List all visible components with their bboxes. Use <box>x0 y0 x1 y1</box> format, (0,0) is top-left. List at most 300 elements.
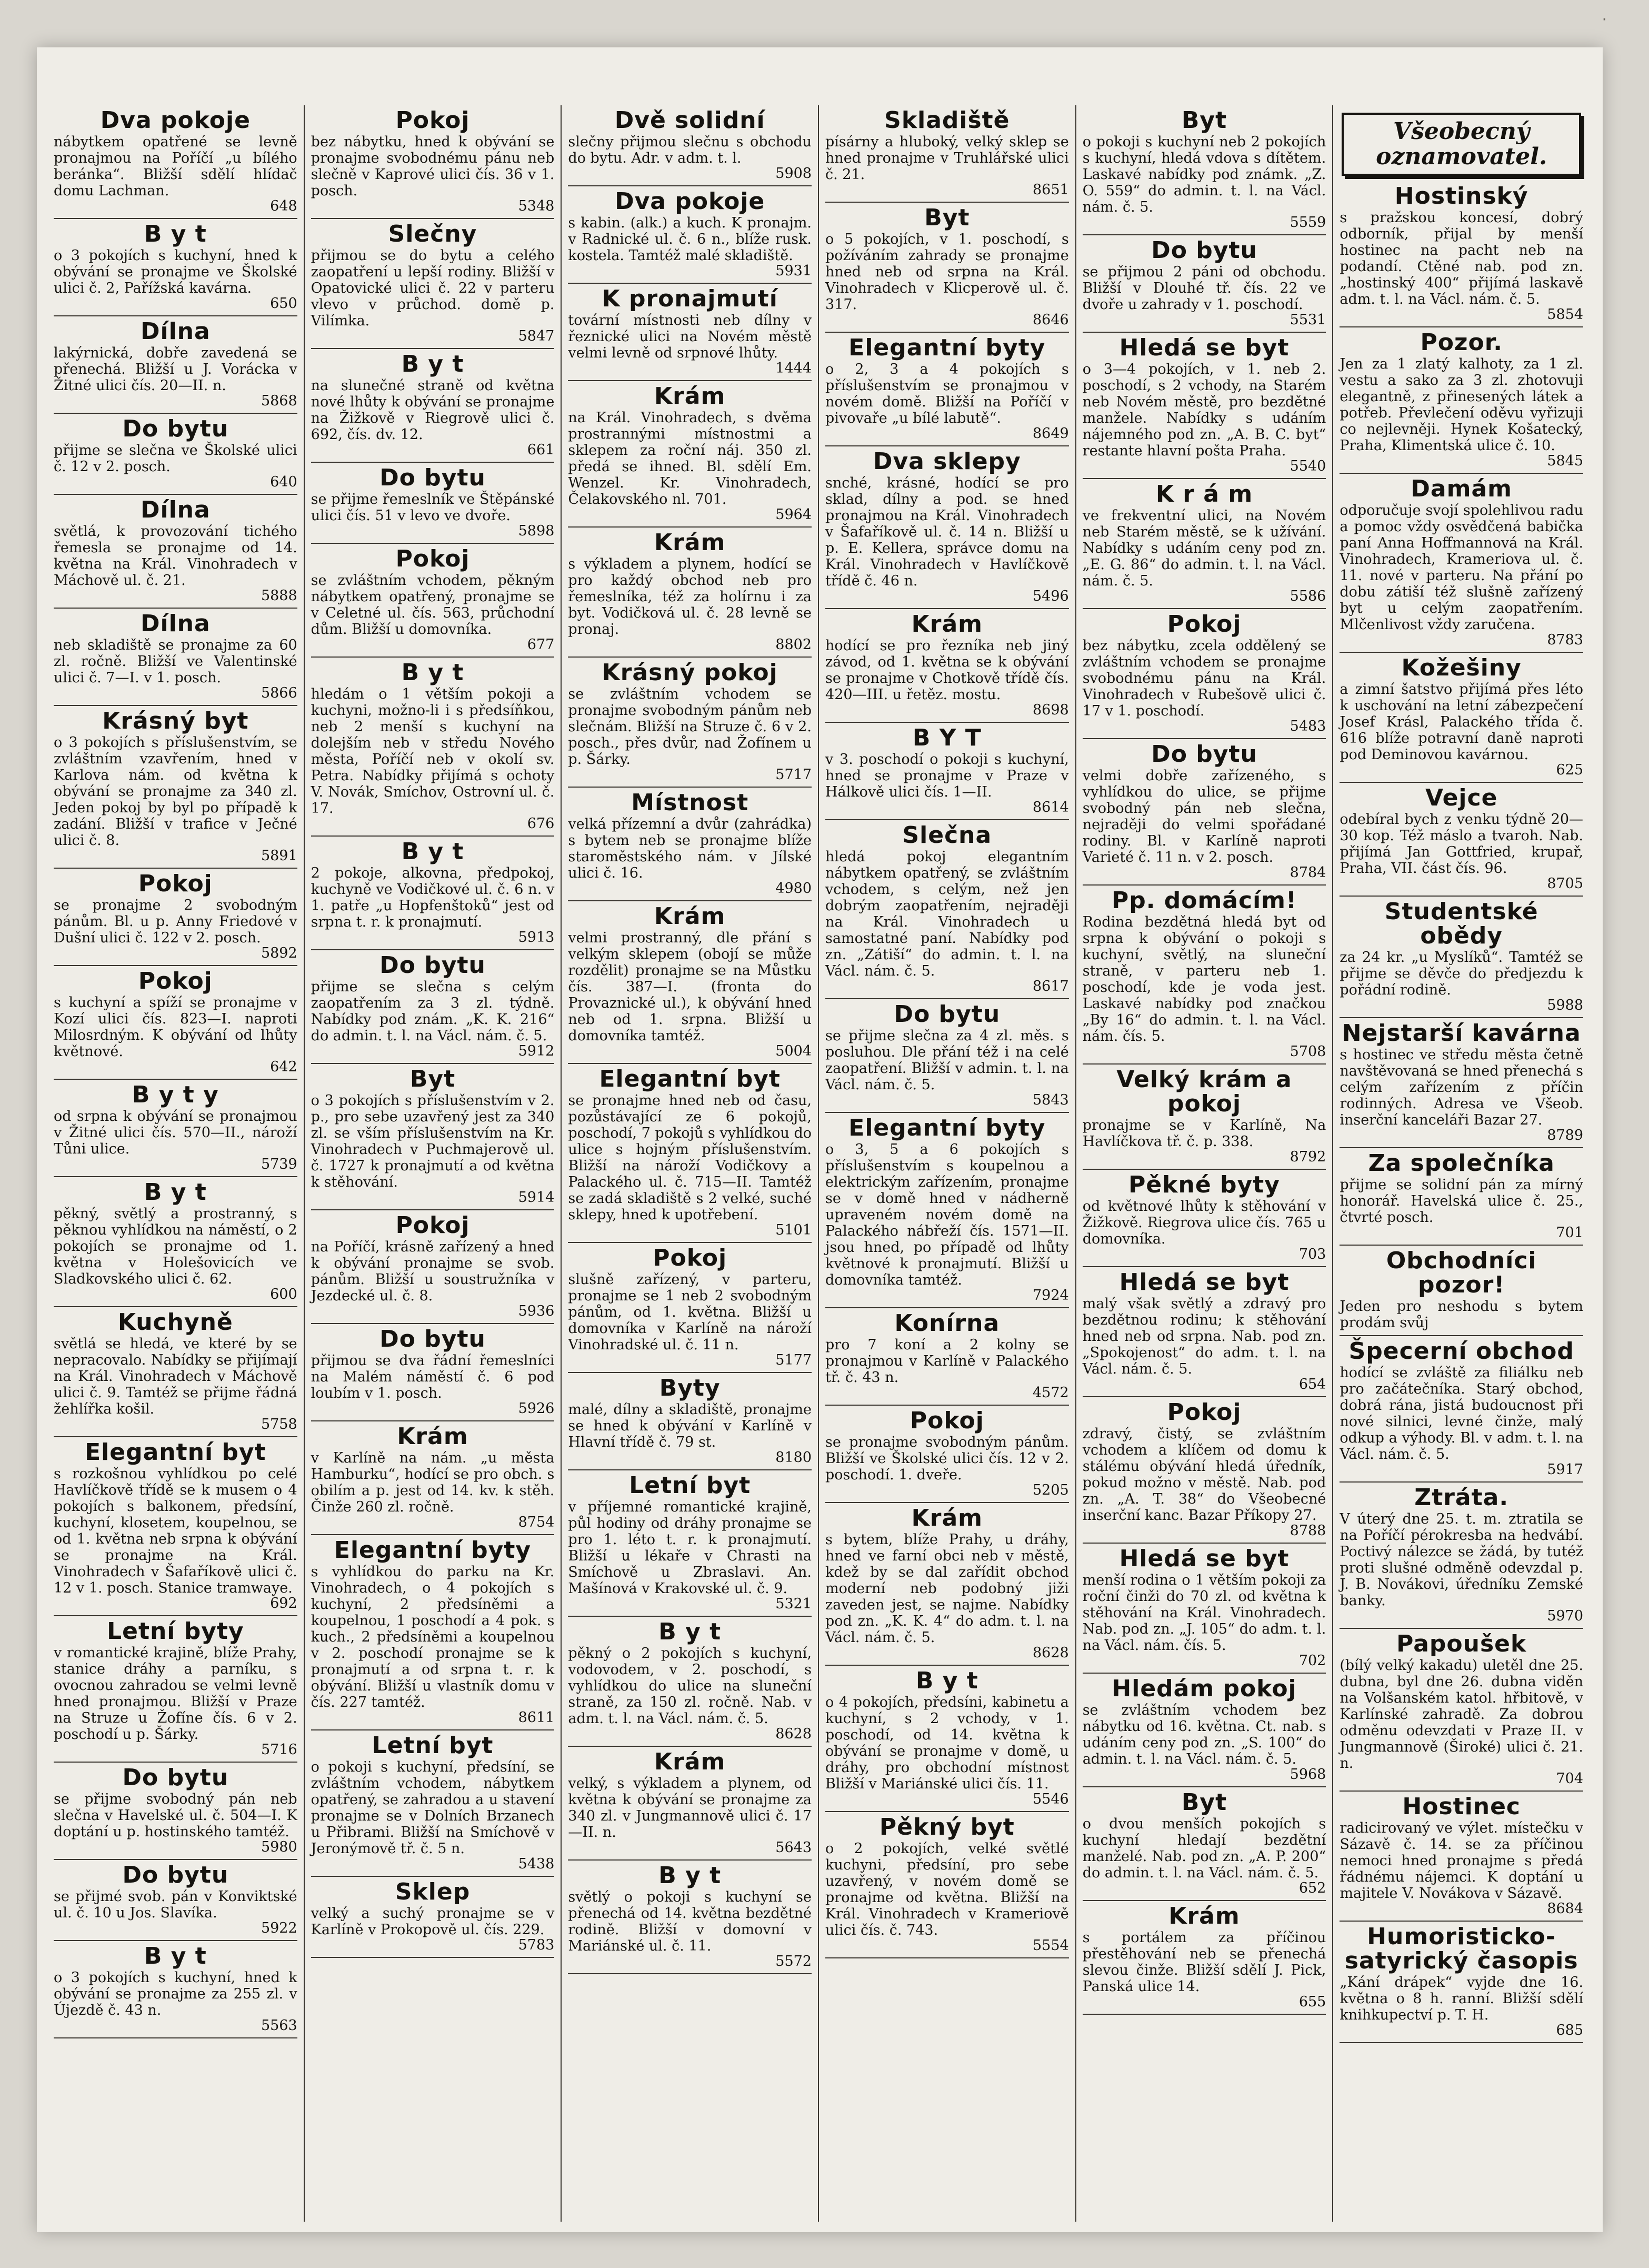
ad-text: Jen za 1 zlatý kalhoty, za 1 zl. vestu a sako za 3 zl. zhotovuji elegantně, z přinesených látek a potřeb. Převlečení oděvu vyřizuji co nejlevněji. Hynek Košatecký, Praha, Klimentská ulice č. 10. <box>1340 356 1584 454</box>
classified-ad <box>1083 235 1326 333</box>
ad-title: Do bytu <box>1151 237 1257 264</box>
ad-number: 8783 <box>1547 632 1584 648</box>
ad-title: Ztráta. <box>1414 1484 1509 1511</box>
classified-ad <box>311 837 555 950</box>
classified-ad <box>54 1763 297 1860</box>
classifieds-columns <box>47 105 1590 2222</box>
ad-number: 5914 <box>518 1189 555 1206</box>
ad-number: 661 <box>527 442 555 458</box>
ad-title: Pokoj <box>395 1212 470 1239</box>
classified-ad <box>54 1437 297 1616</box>
ad-title: Obchodníci pozor! <box>1386 1247 1537 1298</box>
ad-text: s bytem, blíže Prahy, u dráhy, hned ve farní obci neb v městě, kdež by se dal zařídit obchod moderní neb podobný jiži zaveden jest, se najme. Nabídky pod zn. „K. K. 4“ do adm. t. l. na Václ. nám. č. 5. <box>825 1531 1069 1646</box>
column-5 <box>1076 105 1334 2222</box>
ad-text: písárny a hluboký, velký sklep se hned pronajme v Truhlářské ulici č. 21. <box>825 134 1069 183</box>
ad-text: přijme se slečna s celým zaopatřením za 3 zl. týdně. Nabídky pod znám. „K. K. 216“ do admin. t. l. na Václ. nám. č. 5. <box>311 979 555 1044</box>
column-2 <box>305 105 562 2222</box>
classified-ad <box>825 1666 1069 1812</box>
ad-number: 5559 <box>1290 214 1326 231</box>
ad-title: Letní byt <box>372 1732 494 1759</box>
ad-number: 692 <box>270 1595 297 1612</box>
classified-ad <box>311 1210 555 1324</box>
ad-text: se přijme svobodný pán neb slečna v Havelské ul. č. 504—I. K doptání u p. hostinského tamtéž. <box>54 1791 297 1840</box>
ad-text: neb skladiště se pronajme za 60 zl. ročně. Bližší ve Valentinské ulici č. 7—I. v 1. posch. <box>54 637 297 686</box>
classified-ad <box>54 495 297 609</box>
ad-text: světlá, k provozování tichého řemesla se pronajme od 14. května na Král. Vinohradech v Máchově ul. č. 21. <box>54 523 297 589</box>
ad-number: 5922 <box>261 1920 297 1936</box>
classified-ad <box>1340 897 1583 1018</box>
ad-text: Jeden pro neshodu s bytem prodám svůj <box>1340 1298 1584 1331</box>
ad-title: Pokoj <box>395 107 470 134</box>
classified-ad <box>825 1812 1069 1958</box>
ad-title: Damám <box>1411 475 1512 502</box>
ad-number: 5917 <box>1547 1461 1584 1478</box>
ad-number: 5968 <box>1290 1766 1326 1783</box>
ad-text: se přijmou 2 páni od obchodu. Bližší v Dlouhé tř. čís. 22 ve dvoře u zahrady v 1. poschodí. <box>1082 264 1326 313</box>
ad-text: přijmou se do bytu a celého zaopatření u lepší rodiny. Bližší v Opatovické ulici č. 22 v parteru vlevo v průchod. domě p. Vilímka. <box>311 247 555 329</box>
ad-title: Za společníka <box>1368 1150 1555 1177</box>
ad-text: od srpna k obývání se pronajmou v Žitné ulici čís. 570—II., nároží Tůni ulice. <box>54 1108 297 1157</box>
ad-title: Skladiště <box>884 107 1010 134</box>
classified-ad <box>54 1177 297 1307</box>
ad-number: 8611 <box>518 1709 555 1726</box>
classified-ad <box>1083 1787 1326 1901</box>
classified-ad <box>54 1616 297 1763</box>
ad-title: Pokoj <box>1167 1399 1242 1426</box>
ad-title: Hledá se byt <box>1119 1545 1290 1572</box>
ad-number: 5348 <box>518 198 555 214</box>
general-advertiser-header: Všeobecný oznamovatel. <box>1342 113 1581 176</box>
ad-title: B y t <box>915 1667 978 1694</box>
ad-text: snché, krásné, hodící se pro sklad, dílny a pod. se hned pronajmou na Král. Vinohradech v Šafaříkově ul. č. 14 n. Bližší u p. E. Kellera, správce domu na Král. Vinohradech v Havlíčkově třídě č. 46 n. <box>825 475 1069 589</box>
ad-number: 8684 <box>1547 1901 1584 1917</box>
column-6 <box>1333 105 1590 2222</box>
classified-ad <box>311 349 555 463</box>
ad-text: slušně zařízený, v parteru, pronajme se 1 neb 2 svobodným pánům, od 1. května. Bližší u domovníka v Karlíně na nároží Vinohradské ul. č. 11 n. <box>568 1271 812 1353</box>
ad-number: 5438 <box>518 1856 555 1872</box>
ad-number: 5854 <box>1547 306 1584 323</box>
ad-number: 8789 <box>1547 1127 1584 1143</box>
ad-title: Pěkný byt <box>879 1814 1015 1841</box>
classified-ad <box>1083 1674 1326 1787</box>
ad-number: 5643 <box>775 1839 812 1856</box>
ad-title: Letní byty <box>107 1618 244 1645</box>
ad-title: Do bytu <box>379 464 486 491</box>
ad-number: 8705 <box>1547 876 1584 892</box>
ad-title: B y t y <box>132 1081 219 1108</box>
ad-title: Elegantní byty <box>334 1537 532 1564</box>
ad-text: se pronajme svobodným pánům. Bližší ve Školské ulici čís. 12 v 2. poschodí. 1. dveře. <box>825 1434 1069 1483</box>
ad-number: 8651 <box>1032 182 1069 198</box>
ad-title: Kožešiny <box>1401 654 1522 681</box>
ad-text: se přijme slečna za 4 zl. měs. s posluhou. Dle přání též i na celé zaopatření. Bližší v admin. t. l. na Václ. nám. č. 5. <box>825 1028 1069 1093</box>
ad-title: Krám <box>911 611 983 638</box>
ad-number: 5496 <box>1032 588 1069 604</box>
ad-title: Krám <box>1168 1903 1240 1929</box>
ad-title: Slečny <box>388 221 477 247</box>
ad-number: 5739 <box>261 1156 297 1172</box>
ad-number: 5483 <box>1290 718 1326 734</box>
ad-number: 5321 <box>775 1596 812 1612</box>
classified-ad <box>825 446 1069 609</box>
ad-title: Pokoj <box>138 968 213 994</box>
ad-text: malé, dílny a skladiště, pronajme se hned k obývání v Karlíně v Hlavní třídě č. 79 st. <box>568 1401 812 1450</box>
ad-title: Do bytu <box>894 1001 1001 1028</box>
ad-text: velký, s výkladem a plynem, od května k obývání se pronajme za 340 zl. v Jungmannově ulici č. 17—II. n. <box>568 1775 812 1841</box>
classified-ad <box>568 788 812 901</box>
ad-text: velká přízemní a dvůr (zahrádka) s bytem neb se pronajme blíže staroměstského nám. v Jílské ulici č. 16. <box>568 816 812 881</box>
ad-text: o 3 pokojích s příslušenstvím, se zvláštním vzavřením, hned v Karlova nám. od května k obývání se pronajme za 340 zl. Jeden pokoj by byl po případě k zadání. Bližší v trafice v Ječné ulici č. 8. <box>54 734 297 849</box>
ad-number: 5716 <box>261 1742 297 1758</box>
page-mark: · <box>1602 11 1607 29</box>
ad-title: B y t <box>144 1943 207 1969</box>
ad-title: Elegantní byt <box>85 1439 266 1466</box>
ad-title: Elegantní byty <box>848 334 1046 361</box>
ad-text: v 3. poschodí o pokoji s kuchyní, hned se pronajme v Praze v Hálkově ulici čís. 1—II. <box>825 751 1069 800</box>
classified-ad <box>1083 739 1326 886</box>
column-4 <box>819 105 1076 2222</box>
ad-title: Hostinský <box>1394 183 1528 210</box>
ad-title: Byt <box>1181 107 1227 134</box>
ad-title: Dílna <box>140 318 211 345</box>
ad-text: velký a suchý pronajme se v Karlíně v Prokopově ul. čís. 229. <box>311 1905 555 1938</box>
ad-text: o 3 pokojích s kuchyní, hned k obývání se pronajme ve Školské ulici č. 2, Pařížská kavárna. <box>54 247 297 296</box>
ad-title: Hledá se byt <box>1119 1269 1290 1296</box>
ad-title: B Y T <box>912 724 982 751</box>
ad-number: 7924 <box>1032 1287 1069 1304</box>
classified-ad <box>568 1861 812 1974</box>
ad-text: o 3, 5 a 6 pokojích s příslušenstvím s koupelnou a elektrickým zařízením, pronajme se v domě hned v nádherně upraveném novém domě na Palackého nábřeží čís. 1571—II. jsou hned, po případě od lhůty květnové k pronajmutí. Bližší u domovníka tamtéž. <box>825 1141 1069 1288</box>
ad-number: 5531 <box>1290 312 1326 328</box>
ad-title: Pozor. <box>1420 329 1503 356</box>
ad-title: Kuchyně <box>117 1309 233 1336</box>
ad-title: Sklep <box>395 1878 471 1905</box>
ad-number: 676 <box>527 815 555 832</box>
ad-text: o 2, 3 a 4 pokojích s příslušenstvím se pronajmou v novém domě. Bližší na Poříčí v pivovaře „u bílé labutě“. <box>825 361 1069 426</box>
ad-number: 5988 <box>1547 997 1584 1013</box>
ad-text: velmi dobře zařízeného, s vyhlídkou do ulice, se přijme svobodný pán neb slečna, nejraději do velmi spořádané rodiny. Bl. v Karlíně naproti Varieté č. 11 n. v 2. posch. <box>1082 768 1326 866</box>
ad-text: odporučuje svojí spolehlivou radu a pomoc vždy osvědčená babička paní Anna Hoffmannová na Král. Vinohradech, Krameriova ul. č. 11. nové v parteru. Na přání po dobu zátiší též slušně zařízený byt u celým zaopatřením. Mlčenlivost vždy zaručena. <box>1340 502 1584 633</box>
ad-number: 5758 <box>261 1416 297 1433</box>
ad-title: B y t <box>144 1179 207 1206</box>
ad-title: Dílna <box>140 496 211 523</box>
ad-text: se přijme řemeslník ve Štěpánské ulici čís. 51 v levo ve dvoře. <box>311 491 555 524</box>
ad-number: 654 <box>1298 1376 1326 1392</box>
classified-ad <box>54 706 297 869</box>
ad-number: 5563 <box>261 2017 297 2034</box>
ad-number: 8792 <box>1290 1149 1326 1165</box>
ad-number: 8646 <box>1032 312 1069 328</box>
ad-number: 677 <box>527 636 555 653</box>
ad-text: (bílý velký kakadu) uletěl dne 25. dubna, byl dne 26. dubna viděn na Volšanském katol. hřbitově, v Karlínské zahradě. Za dobrou odměnu odevzdati v Praze II. v Jungmannově (Široké) ulici č. 21. n. <box>1340 1657 1584 1772</box>
ad-number: 8614 <box>1032 799 1069 815</box>
ad-title: Studentské obědy <box>1384 898 1538 949</box>
ad-text: zdravý, čistý, se zvláštním vchodem a klíčem od domu k stálému obývání hledá úředník, pokud možno v městě. Nab. pod zn. „A. T. 38“ do Všeobecné inserční kanc. Bazar Příkopy 27. <box>1082 1426 1326 1524</box>
classified-ad <box>1083 105 1326 235</box>
classified-ad <box>825 1503 1069 1666</box>
ad-text: pronajme se v Karlíně, Na Havlíčkova tř. č. p. 338. <box>1082 1117 1326 1150</box>
ad-title: Letní byt <box>629 1472 751 1499</box>
ad-number: 5843 <box>1032 1092 1069 1108</box>
classified-ad <box>54 219 297 316</box>
classified-ad <box>54 1080 297 1177</box>
ad-text: hodící se zvláště za filiálku neb pro začátečníka. Starý obchod, dobrá rána, jistá budoucnost při nové silnici, levné činže, malý odkup a výhody. Bl. v adm. t. l. na Václ. nám. č. 5. <box>1340 1365 1584 1463</box>
ad-text: s kabin. (alk.) a kuch. K pronajm. v Radnické ul. č. 6 n., blíže rusk. kostela. Tamtéž malé skladiště. <box>568 215 812 264</box>
ad-text: o dvou menších pokojích s kuchyní hledají bezdětní manželé. Nab. pod zn. „A. P. 200“ do admin. t. l. na Václ. nám. č. 5. <box>1082 1816 1326 1881</box>
ad-title: Vejce <box>1425 784 1498 811</box>
ad-text: s portálem za příčinou přestěhování neb se přenechá slevou činže. Bližší sdělí J. Pick, Panská ulice 14. <box>1082 1929 1326 1995</box>
ad-number: 5586 <box>1290 588 1326 604</box>
ad-number: 5980 <box>261 1839 297 1855</box>
ad-number: 8628 <box>775 1726 812 1742</box>
ad-title: Pokoj <box>910 1407 984 1434</box>
classified-ad <box>1083 609 1326 739</box>
classified-ad <box>825 1113 1069 1308</box>
classified-ad <box>54 869 297 966</box>
ad-title: Do bytu <box>122 1764 229 1791</box>
ad-text: velmi prostranný, dle přání s velkým sklepem (obojí se může rozdělit) pronajme se na Můstku čís. 387—I. (fronta do Provaznické ul.), k obývání hned neb od 1. srpna. Bližší u domovníka tamtéž. <box>568 930 812 1044</box>
ad-number: 4980 <box>775 880 812 897</box>
ad-number: 685 <box>1556 2022 1584 2038</box>
ad-title: Do bytu <box>1151 741 1257 768</box>
ad-number: 640 <box>270 474 297 490</box>
ad-number: 5888 <box>261 588 297 604</box>
classified-ad <box>1340 1483 1583 1629</box>
classified-ad <box>311 219 555 349</box>
classified-ad <box>568 1617 812 1747</box>
ad-number: 5004 <box>775 1043 812 1059</box>
classified-ad <box>54 1307 297 1437</box>
classified-ad <box>1340 653 1583 783</box>
ad-text: v romantické krajině, blíže Prahy, stanice dráhy a parníku, s ovocnou zahradou se velmi levně hned pronajmou. Bližší v Praze na Struze u Žofíne čís. 6 v 2. poschodí u p. Šárky. <box>54 1645 297 1743</box>
classified-ad <box>1340 1336 1583 1483</box>
column-3 <box>562 105 819 2222</box>
ad-title: Krám <box>654 383 726 410</box>
classified-ad <box>568 901 812 1064</box>
ad-title: Dva pokoje <box>615 188 765 215</box>
ad-text: světlý o pokoji s kuchyní se přenechá od 14. května bezdětné rodině. Bližší v domovní v Mariánské ul. č. 11. <box>568 1889 812 1954</box>
ad-text: pěkný, světlý a prostranný, s pěknou vyhlídkou na náměstí, o 2 pokojích se pronajme od 1. května v Holešovicích ve Sladkovského ulici č. 62. <box>54 1206 297 1287</box>
ad-number: 648 <box>270 198 297 214</box>
ad-title: Pokoj <box>653 1245 727 1271</box>
classified-ad <box>1340 1018 1583 1148</box>
ad-number: 4572 <box>1032 1385 1069 1401</box>
ad-text: slečny přijmou slečnu s obchodu do bytu. Adr. v adm. t. l. <box>568 134 812 166</box>
ad-text: od květnové lhůty k stěhování v Žižkově. Riegrova ulice čís. 765 u domovníka. <box>1082 1198 1326 1247</box>
ad-title: K pronajmutí <box>602 285 778 312</box>
ad-text: nábytkem opatřené se levně pronajmou na Poříčí „u bílého beránka“. Bližší sdělí hlídač domu Lachman. <box>54 134 297 199</box>
ad-text: se zvláštním vchodem bez nábytku od 16. května. Ct. nab. s udáním ceny pod zn. „S. 100“ do admin. t. l. na Václ. nám. č. 5. <box>1082 1702 1326 1767</box>
classified-ad <box>1083 1397 1326 1544</box>
ad-text: bez nábytku, zcela oddělený se zvláštním vchodem se pronajme svobodnému pánu na Král. Vinohradech v Rubešově ulici č. 17 v 1. poschodí. <box>1082 638 1326 719</box>
classified-ad <box>1083 1544 1326 1674</box>
ad-number: 702 <box>1298 1653 1326 1669</box>
classified-ad <box>311 950 555 1064</box>
ad-title: Byt <box>409 1066 456 1092</box>
ad-number: 8180 <box>775 1449 812 1466</box>
ad-text: na slunečné straně od května nové lhůty k obývání se pronajme na Žižkově v Riegrově ulici č. 692, čís. dv. 12. <box>311 377 555 443</box>
classified-ad <box>825 1406 1069 1503</box>
ad-text: o pokoji s kuchyní neb 2 pokojích s kuchyní, hledá vdova s dítětem. Laskavé nabídky pod známk. „Z. O. 559“ do admin. t. l. na Václ. nám. č. 5. <box>1082 134 1326 215</box>
ad-title: Do bytu <box>379 1326 486 1352</box>
ad-text: pěkný o 2 pokojích s kuchyní, vodovodem, v 2. poschodí, s vyhlídkou do ulice na sluneční straně, za 150 zl. ročně. Nab. v adm. t. l. na Václ. nám. č. 5. <box>568 1645 812 1727</box>
ad-number: 5708 <box>1290 1043 1326 1060</box>
ad-text: „Kání drápek“ vyjde dne 16. května o 8 h. ranní. Bližší sdělí knihkupectví p. T. H. <box>1340 1974 1584 2023</box>
ad-number: 5908 <box>775 165 812 182</box>
ad-title: Hledá se byt <box>1119 334 1290 361</box>
ad-title: Byt <box>924 204 970 231</box>
classified-ad <box>1340 474 1583 653</box>
ad-number: 5205 <box>1032 1482 1069 1498</box>
ad-number: 704 <box>1556 1770 1584 1787</box>
ad-number: 5891 <box>261 848 297 864</box>
ad-text: tovární místnosti neb dílny v řeznické ulici na Novém městě velmi levně od srpnové lhůty. <box>568 312 812 361</box>
ad-number: 600 <box>270 1286 297 1302</box>
ad-number: 625 <box>1556 762 1584 778</box>
ad-number: 5912 <box>518 1043 555 1059</box>
ad-title: Hostinec <box>1402 1793 1521 1820</box>
classified-ad <box>825 203 1069 333</box>
ad-number: 5717 <box>775 767 812 783</box>
ad-number: 5931 <box>775 263 812 279</box>
ad-number: 8784 <box>1290 864 1326 881</box>
ad-text: světlá se hledá, ve které by se nepracovalo. Nabídky se přijímají na Král. Vinohradech v Máchově ulici č. 9. Tamtéž se přijme řádná žehlířka košil. <box>54 1336 297 1417</box>
ad-number: 8788 <box>1290 1523 1326 1539</box>
classified-ad <box>54 414 297 495</box>
ad-number: 5892 <box>261 945 297 961</box>
classified-ad <box>311 1535 555 1730</box>
classified-ad <box>54 966 297 1080</box>
ad-text: na Poříčí, krásně zařízený a hned k obývání pronajme se svob. pánům. Bližší u soustružníka v Jezdecké ul. č. 8. <box>311 1239 555 1304</box>
classified-ad <box>825 105 1069 203</box>
classified-ad <box>568 105 812 186</box>
classified-ad <box>311 1877 555 1958</box>
ad-number: 8802 <box>775 636 812 653</box>
ad-text: menší rodina o 1 větším pokoji za roční činži do 70 zl. od května k stěhování na Král. Vinohradech. Nab. pod zn. „J. 105“ do adm. t. l. na Václ. nám. čís. 5. <box>1082 1572 1326 1654</box>
ad-number: 5783 <box>518 1937 555 1953</box>
classified-ad <box>1340 327 1583 474</box>
column-1 <box>47 105 305 2222</box>
ad-title: Papoušek <box>1396 1630 1527 1657</box>
ad-text: s výkladem a plynem, hodící se pro každý obchod neb pro řemeslníka, též za holírnu i za byt. Vodičková ul. č. 28 levně se pronaj. <box>568 556 812 638</box>
ad-text: ve frekventní ulici, na Novém neb Starém městě, se k užívání. Nabídky s udáním ceny pod zn. „E. G. 86“ do admin. t. l. na Václ. nám. č. 5. <box>1082 508 1326 589</box>
classified-ad <box>568 284 812 381</box>
ad-number: 5936 <box>518 1303 555 1319</box>
ad-text: se pronajme hned neb od času, pozůstávající ze 6 pokojů, poschodí, 7 pokojů s vyhlídkou do ulice s hojným příslušenstvím. Bližší na nároží Vodičkovy a Palackého ul. č. 715—II. Tamtéž se zadá skladiště s 2 velké, suché sklepy, hned k upotřebení. <box>568 1092 812 1223</box>
classified-ad <box>1340 181 1583 327</box>
ad-title: Do bytu <box>122 1862 229 1888</box>
classified-ad <box>311 1324 555 1421</box>
classified-ad <box>311 463 555 544</box>
ad-number: 5101 <box>775 1222 812 1238</box>
ad-text: 2 pokoje, alkovna, předpokoj, kuchyně ve Vodičkové ul. č. 6 n. v 1. patře „u Hopfenštoků“ jest od srpna t. r. k pronajmutí. <box>311 865 555 930</box>
classified-ad <box>568 1747 812 1861</box>
classified-ad <box>1340 1629 1583 1792</box>
ad-title: Dílna <box>140 610 211 637</box>
ad-text: s kuchyní a spíží se pronajme v Kozí ulici čís. 823—I. naproti Milosrdným. K obývání od lhůty květnové. <box>54 994 297 1060</box>
ad-text: se zvláštním vchodem, pěkným nábytkem opatřený, pronajme se v Celetné ul. čís. 563, průchodní dům. Bližší u domovníka. <box>311 572 555 638</box>
ad-text: přijmou se dva řádní řemeslníci na Malém náměstí č. 6 pod loubím v 1. posch. <box>311 1352 555 1401</box>
classified-ad <box>1083 333 1326 479</box>
ad-title: Dva pokoje <box>100 107 251 134</box>
ad-title: Pěkné byty <box>1128 1171 1280 1198</box>
ad-text: lakýrnická, dobře zavedená se přenechá. Bližší u J. Vorácka v Žitné ulici čís. 20—II. n. <box>54 345 297 394</box>
classified-ad <box>1340 1922 1583 2043</box>
classified-ad <box>54 1941 297 2038</box>
classified-ad <box>1340 783 1583 897</box>
ad-text: hledá pokoj elegantním nábytkem opatřený, se zvláštním vchodem, s celým, než jen dobrým zaopatřením, nejraději na Král. Vinohradech u samostatné paní. Nabídky pod zn. „Zátiší“ do admin. t. l. na Václ. nám. č. 5. <box>825 849 1069 979</box>
classified-ad <box>568 381 812 528</box>
classified-ad <box>54 1860 297 1941</box>
ad-number: 5913 <box>518 929 555 946</box>
ad-title: Velký krám a pokoj <box>1116 1066 1292 1117</box>
ad-text: s vyhlídkou do parku na Kr. Vinohradech, o 4 pokojích s kuchyní, 2 předsíněmi a koupelnou, 1 poschodí a 4 pok. s kuch., 2 předsíněmi a koupelnou v 2. poschodí pronajme se k pronajmutí a od srpna t. r. k obývání. Bližší u vlastník domu v čís. 227 tamtéž. <box>311 1564 555 1710</box>
classified-ad <box>311 105 555 219</box>
classified-ad <box>1083 1901 1326 2015</box>
ad-title: Do bytu <box>122 415 229 442</box>
ad-number: 5572 <box>775 1953 812 1969</box>
ad-text: Rodina bezdětná hledá byt od srpna k obývání o pokoji s kuchyní, světlý, na sluneční straně, v parteru neb 1. poschodí, kde je voda jest. Laskavé nabídky pod značkou „By 16“ do admin. t. l. na Václ. nám. čís. 5. <box>1082 914 1326 1045</box>
classified-ad <box>568 528 812 658</box>
ad-title: Pokoj <box>138 870 213 897</box>
ad-number: 5554 <box>1032 1937 1069 1954</box>
ad-title: Pokoj <box>395 545 470 572</box>
ad-title: Nejstarší kavárna <box>1342 1020 1581 1047</box>
ad-title: Elegantní byt <box>599 1066 781 1092</box>
classified-ad <box>54 105 297 219</box>
classified-ad <box>1340 1246 1583 1336</box>
ad-title: Místnost <box>631 789 749 816</box>
ad-text: pro 7 koní a 2 kolny se pronajmou v Karlíně v Palackého tř. č. 43 n. <box>825 1337 1069 1386</box>
classified-ad <box>54 316 297 414</box>
ad-number: 642 <box>270 1059 297 1075</box>
ad-title: Konírna <box>894 1310 1000 1337</box>
classified-ad <box>825 1308 1069 1406</box>
ad-text: o 3—4 pokojích, v 1. neb 2. poschodí, s 2 vchody, na Starém neb Novém městě, pro bezdětné manžele. Nabídky s udáním nájemného pod zn. „A. B. C. byt“ restante hlavní pošta Praha. <box>1082 361 1326 459</box>
ad-text: odebíral bych z venku týdně 20—30 kop. Též máslo a tvaroh. Nab. přijímá Jan Gottfried, krupař, Praha, VII. část čís. 96. <box>1340 811 1584 877</box>
classified-ad <box>1083 1065 1326 1170</box>
ad-number: 5970 <box>1547 1608 1584 1624</box>
ad-title: Krám <box>911 1505 983 1531</box>
ad-number: 5845 <box>1547 453 1584 469</box>
ad-text: V úterý dne 25. t. m. ztratila se na Poříčí pérokresba na hedvábí. Poctivý nálezce se žádá, by tutéž proti slušné odměně odevzdal p. J. B. Novákovi, úředníku Zemské banky. <box>1340 1511 1584 1609</box>
ad-title: Elegantní byty <box>848 1115 1046 1141</box>
classified-ad <box>311 1421 555 1535</box>
ad-title: Krám <box>397 1423 468 1450</box>
ad-title: K r á m <box>1155 481 1253 508</box>
ad-title: B y t <box>401 659 464 686</box>
classified-ad <box>825 333 1069 446</box>
ad-text: v příjemné romantické krajině, půl hodiny od dráhy pronajme se pro 1. léto t. r. k pronajmutí. Bližší u lékaře v Chrasti na Smíchově u Zbraslavi. An. Mašínová v Krakovské ul. č. 9. <box>568 1499 812 1597</box>
ad-number: 701 <box>1556 1225 1584 1241</box>
classified-ad <box>568 1064 812 1243</box>
ad-text: malý však světlý a zdravý pro bezdětnou rodinu; k stěhování hned neb od srpna. Nab. pod zn. „Spokojenost“ do adm. t. l. na Václ. nám. č. 5. <box>1082 1296 1326 1377</box>
classified-ad <box>1083 1170 1326 1267</box>
ad-number: 8754 <box>518 1514 555 1530</box>
ad-title: B y t <box>401 838 464 865</box>
classified-ad <box>311 1064 555 1210</box>
ad-text: se zvláštním vchodem se pronajme svobodným pánům neb slečnám. Bližší na Struze č. 6 v 2. posch., přes dvůr, nad Žofínem u p. Šárky. <box>568 686 812 768</box>
classified-ad <box>825 999 1069 1113</box>
ad-number: 5847 <box>518 328 555 344</box>
ad-title: B y t <box>658 1618 722 1645</box>
ad-title: B y t <box>658 1862 722 1889</box>
ad-title: Hledám pokoj <box>1112 1675 1297 1702</box>
ad-text: a zimní šatstvo přijímá přes léto k uschování na letní zábezpečení Josef Krásl, Palackého třída č. 616 blíže potravní daně naproti pod Deminovou kavárnou. <box>1340 681 1584 763</box>
ad-number: 5540 <box>1290 458 1326 474</box>
ad-number: 5868 <box>261 393 297 409</box>
ad-title: Krám <box>654 903 726 930</box>
